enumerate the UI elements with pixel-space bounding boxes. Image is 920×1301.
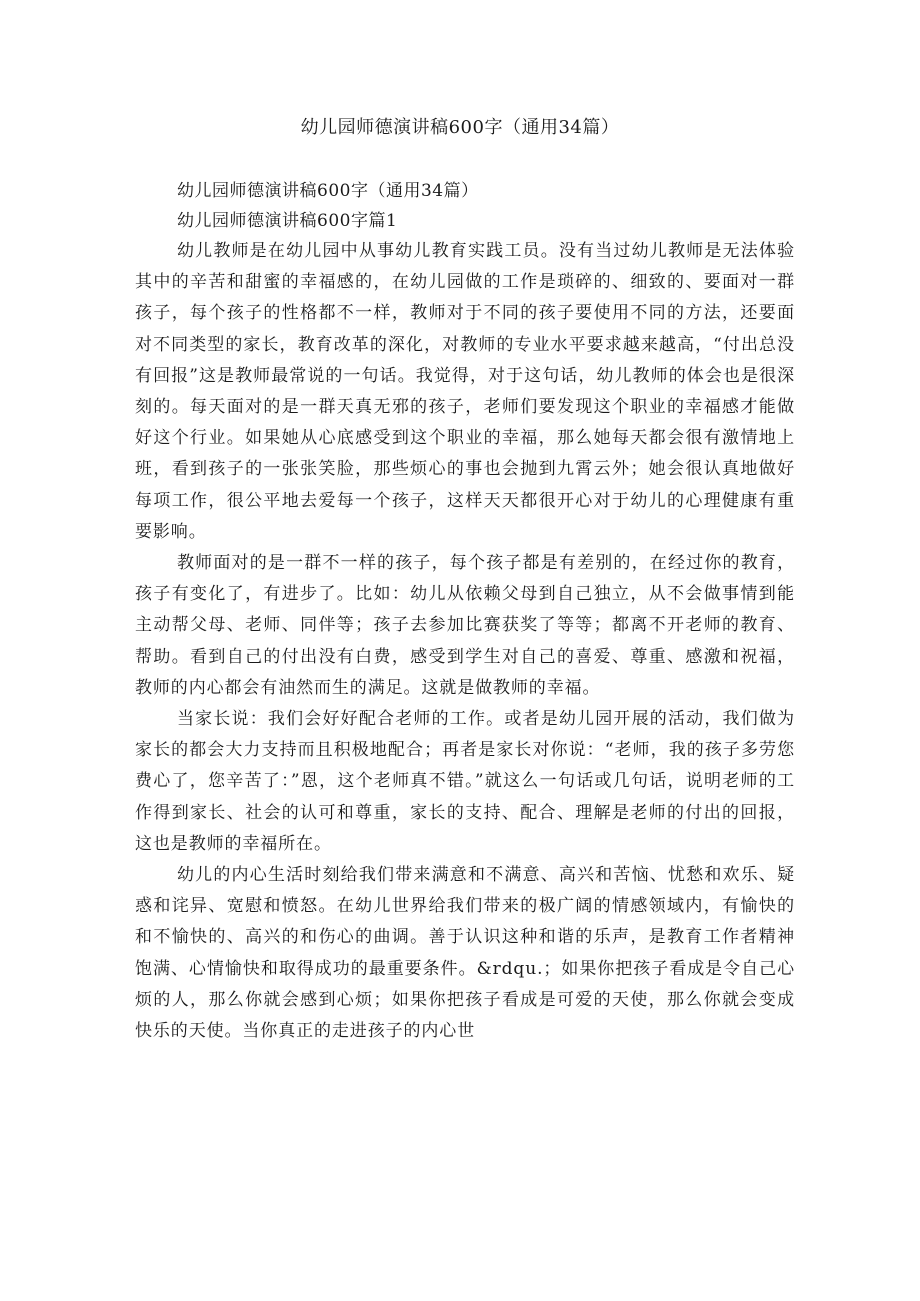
- paragraph-1: 幼儿教师是在幼儿园中从事幼儿教育实践工员。没有当过幼儿教师是无法体验其中的辛苦和甜蜜的幸福感的，在幼儿园做的工作是琐碎的、细致的、要面对一群孩子，每个孩子的性格都不一样，教师对于不同的孩子要使用不同的方法，还要面对不同类型的家长，教育改革的深化，对教师的专业水平要求越来越高，“付出总没有回报”这是教师最常说的一句话。我觉得，对于这句话，幼儿教师的体会也是很深刻的。每天面对的是一群天真无邪的孩子，老师们要发现这个职业的幸福感才能做好这个行业。如果她从心底感受到这个职业的幸福，那么她每天都会很有激情地上班，看到孩子的一张张笑脸，那些烦心的事也会抛到九霄云外；她会很认真地做好每项工作，很公平地去爱每一个孩子，这样天天都很开心对于幼儿的心理健康有重要影响。: [135, 241, 795, 542]
- document-body: [135, 176, 795, 1047]
- document-subtitle: 幼儿园师德演讲稿600字（通用34篇）: [177, 181, 479, 201]
- paragraph-3: 当家长说：我们会好好配合老师的工作。或者是幼儿园开展的活动，我们做为家长的都会大力支持而且积极地配合；再者是家长对你说：“老师，我的孩子多劳您费心了，您辛苦了：”恩，这个老师真不错。”就这么一句话或几句话，说明老师的工作得到家长、社会的认可和尊重，家长的支持、配合、理解是老师的付出的回报，这也是教师的幸福所在。: [135, 709, 795, 854]
- section-heading: 幼儿园师德演讲稿600字篇1: [177, 211, 398, 231]
- paragraph-4: 幼儿的内心生活时刻给我们带来满意和不满意、高兴和苦恼、忧愁和欢乐、疑惑和诧异、宽慰和愤怒。在幼儿世界给我们带来的极广阔的情感领域内，有愉快的和不愉快的、高兴的和伤心的曲调。善于认识这种和谐的乐声，是教育工作者精神饱满、心情愉快和取得成功的最重要条件。&rdqu.；如果你把孩子看成是令自己心烦的人，那么你就会感到心烦；如果你把孩子看成是可爱的天使，那么你就会变成快乐的天使。当你真正的走进孩子的内心世: [135, 865, 795, 1042]
- paragraph-2: 教师面对的是一群不一样的孩子，每个孩子都是有差别的，在经过你的教育，孩子有变化了，有进步了。比如：幼儿从依赖父母到自己独立，从不会做事情到能主动帮父母、老师、同伴等；孩子去参加比赛获奖了等等；都离不开老师的教育、帮助。看到自己的付出没有白费，感受到学生对自己的喜爱、尊重、感激和祝福，教师的内心都会有油然而生的满足。这就是做教师的幸福。: [135, 553, 795, 698]
- document-title: 幼儿园师德演讲稿600字（通用34篇）: [300, 117, 620, 138]
